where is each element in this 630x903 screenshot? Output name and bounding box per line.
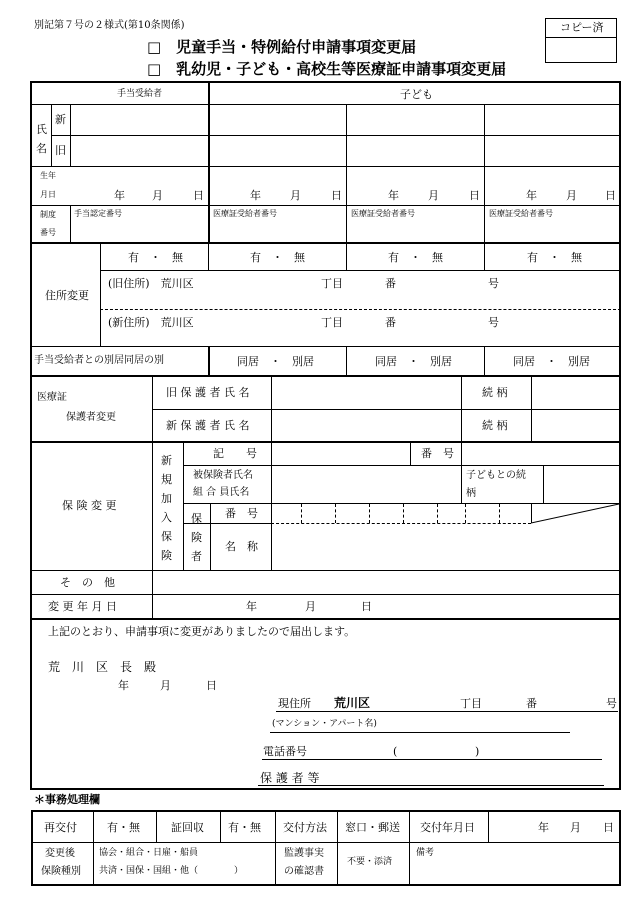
label-other: そ の 他 (60, 576, 115, 589)
guardian-label: 保 護 者 等 (260, 771, 320, 785)
birth-month-label: 月 (290, 189, 301, 202)
label-issue-date: 交付年月日 (420, 821, 475, 834)
phone-field[interactable] (330, 743, 600, 759)
insurance-type-options-1[interactable]: 協会・組合・日雇・船員 (99, 848, 199, 858)
label-new-insurance-vertical: 新 規 加 入 保 険 (161, 454, 172, 562)
label-new-guardian-name: 新 保 護 者 氏 名 (166, 419, 250, 432)
copy-done-label: コピー済 (560, 21, 604, 34)
old-address-ban: 番 (385, 277, 396, 290)
label-medical-cert-no-1: 医療証受給者番号 (213, 209, 277, 218)
recipient-old-name-field[interactable] (71, 136, 208, 166)
label-member-name: 組 合 員氏名 (193, 487, 250, 498)
label-old-name: 旧 (55, 144, 66, 157)
office-section-title: ＊事務処理欄 (34, 793, 100, 806)
old-address-label: (旧住所) 荒川区 (108, 277, 194, 290)
label-seido: 制度 (40, 210, 56, 219)
current-address-label: 現住所 (278, 697, 311, 710)
phone-paren-close: ) (475, 745, 480, 758)
cohabitation-child3[interactable]: 同居 ・ 別居 (513, 355, 590, 368)
kigo-field[interactable] (272, 443, 410, 465)
label-insurer-number: 番 号 (225, 507, 258, 520)
new-address-label: (新住所) 荒川区 (108, 316, 194, 329)
declaration-statement: 上記のとおり、申請事項に変更がありましたので届出します。 (48, 625, 356, 638)
label-change-date: 変 更 年 月 日 (48, 600, 117, 613)
label-mei: 名 (36, 142, 47, 155)
old-address-go: 号 (488, 277, 499, 290)
birth-day-label: 日 (331, 189, 342, 202)
diagonal-slash-icon (531, 504, 620, 524)
issue-method-options[interactable]: 窓口・郵送 (345, 821, 400, 834)
insurance-type-options-2[interactable]: 共済・国保・国組・他（ ） (99, 866, 244, 876)
label-relationship-new: 続 柄 (482, 419, 508, 432)
remarks-field[interactable] (440, 845, 618, 883)
label-medical-cert-no-2: 医療証受給者番号 (351, 209, 415, 218)
old-guardian-name-field[interactable] (272, 377, 461, 409)
label-confirmation-doc: の確認書 (284, 866, 324, 877)
current-ban: 番 (526, 697, 537, 710)
label-child-relationship-2: 柄 (466, 488, 476, 499)
birth-year-label: 年 (250, 189, 261, 202)
recall-yes-no[interactable]: 有・無 (228, 821, 261, 834)
label-issue-method: 交付方法 (283, 821, 327, 834)
old-address-chome: 丁目 (321, 277, 343, 290)
header-child: 子ども (400, 88, 433, 101)
phone-paren-open: ( (393, 745, 398, 758)
label-guardian-change: 保護者変更 (66, 412, 116, 423)
new-guardian-name-field[interactable] (272, 410, 461, 441)
issue-day-label: 日 (603, 821, 614, 834)
label-old-guardian-name: 旧 保 護 者 氏 名 (166, 386, 250, 399)
insured-name-field[interactable] (272, 466, 461, 503)
birth-day-label: 日 (469, 189, 480, 202)
form-reference: 別記第７号の２様式(第10条関係) (34, 20, 185, 31)
address-yes-no-child2[interactable]: 有 ・ 無 (388, 251, 443, 264)
new-address-ban: 番 (385, 316, 396, 329)
label-remarks: 備考 (416, 848, 435, 858)
copy-done-box (545, 18, 617, 38)
child2-name-field[interactable] (347, 105, 484, 166)
current-chome: 丁目 (460, 697, 482, 710)
birth-day-label: 日 (605, 189, 616, 202)
label-child-relationship: 子どもとの続 (466, 470, 526, 481)
label-insurance-type: 保険種別 (41, 866, 81, 877)
label-bango: 番号 (40, 228, 56, 237)
cohabitation-child1[interactable]: 同居 ・ 別居 (237, 355, 314, 368)
insurer-name-field[interactable] (272, 524, 619, 570)
change-year-label: 年 (246, 600, 257, 613)
current-go: 号 (606, 697, 617, 710)
label-allowance-cert-no: 手当認定番号 (74, 209, 122, 218)
other-field[interactable] (153, 571, 619, 594)
arakawa-label: 荒川区 (334, 696, 371, 710)
address-yes-no-child1[interactable]: 有 ・ 無 (250, 251, 305, 264)
label-medical-cert: 医療証 (37, 392, 67, 403)
label-after-change: 変更後 (45, 848, 75, 859)
label-insured-name: 被保険者氏名 (193, 470, 253, 481)
recipient-new-name-field[interactable] (71, 105, 208, 135)
issue-month-label: 月 (570, 821, 581, 834)
phone-label: 電話番号 (263, 745, 307, 758)
change-month-label: 月 (305, 600, 316, 613)
address-yes-no-child3[interactable]: 有 ・ 無 (527, 251, 582, 264)
confirmation-options[interactable]: 不要・添済 (347, 857, 393, 867)
label-cohabitation: 手当受給者との別居同居の別 (34, 355, 164, 366)
label-gappi: 月日 (40, 190, 56, 199)
new-address-go: 号 (488, 316, 499, 329)
header-allowance-recipient: 手当受給者 (117, 89, 163, 99)
label-insurance-change: 保 険 変 更 (62, 499, 117, 512)
label-address-change: 住所変更 (45, 289, 89, 302)
label-card-recall: 証回収 (171, 821, 204, 834)
label-seinen: 生年 (40, 171, 56, 180)
birth-year-label: 年 (388, 189, 399, 202)
label-insurer-name: 名 称 (225, 540, 258, 553)
label-number: 番 号 (421, 447, 454, 460)
current-address-field[interactable] (370, 695, 458, 711)
label-kigo: 記 号 (213, 447, 257, 460)
declaration-month-label: 月 (160, 679, 171, 692)
addressee: 荒 川 区 長 殿 (48, 660, 157, 674)
label-new-name: 新 (55, 113, 66, 126)
change-day-label: 日 (361, 600, 372, 613)
label-medical-cert-no-3: 医療証受給者番号 (489, 209, 553, 218)
issue-year-label: 年 (538, 821, 549, 834)
form-title-child-allowance[interactable]: □ 児童手当・特例給付申請事項変更届 (147, 38, 417, 56)
new-address-chome: 丁目 (321, 316, 343, 329)
child3-name-field[interactable] (485, 105, 619, 166)
child1-name-field[interactable] (210, 105, 346, 166)
form-title-medical-certificate[interactable]: □ 乳幼児・子ども・高校生等医療証申請事項変更届 (147, 60, 507, 78)
reissue-yes-no[interactable]: 有・無 (107, 821, 140, 834)
birth-month-label: 月 (152, 189, 163, 202)
insurance-number-field[interactable] (462, 443, 619, 465)
cohabitation-child2[interactable]: 同居 ・ 別居 (375, 355, 452, 368)
copy-stamp-area (545, 37, 617, 63)
declaration-day-label: 日 (206, 679, 217, 692)
birth-month-label: 月 (428, 189, 439, 202)
birth-year-label: 年 (526, 189, 537, 202)
guardian-signature-field[interactable] (340, 769, 600, 785)
label-custody-fact: 監護事実 (284, 848, 324, 859)
label-relationship-old: 続 柄 (482, 386, 508, 399)
mansion-label: (マンション・アパート名) (272, 719, 377, 729)
label-shi: 氏 (36, 123, 47, 136)
label-reissue: 再交付 (44, 821, 77, 834)
label-insurer-vertical: 保 険 者 (191, 512, 202, 563)
birth-month-label: 月 (566, 189, 577, 202)
address-yes-no-recipient[interactable]: 有 ・ 無 (128, 251, 183, 264)
birth-year-label: 年 (114, 189, 125, 202)
birth-day-label: 日 (193, 189, 204, 202)
declaration-year-label: 年 (118, 679, 129, 692)
